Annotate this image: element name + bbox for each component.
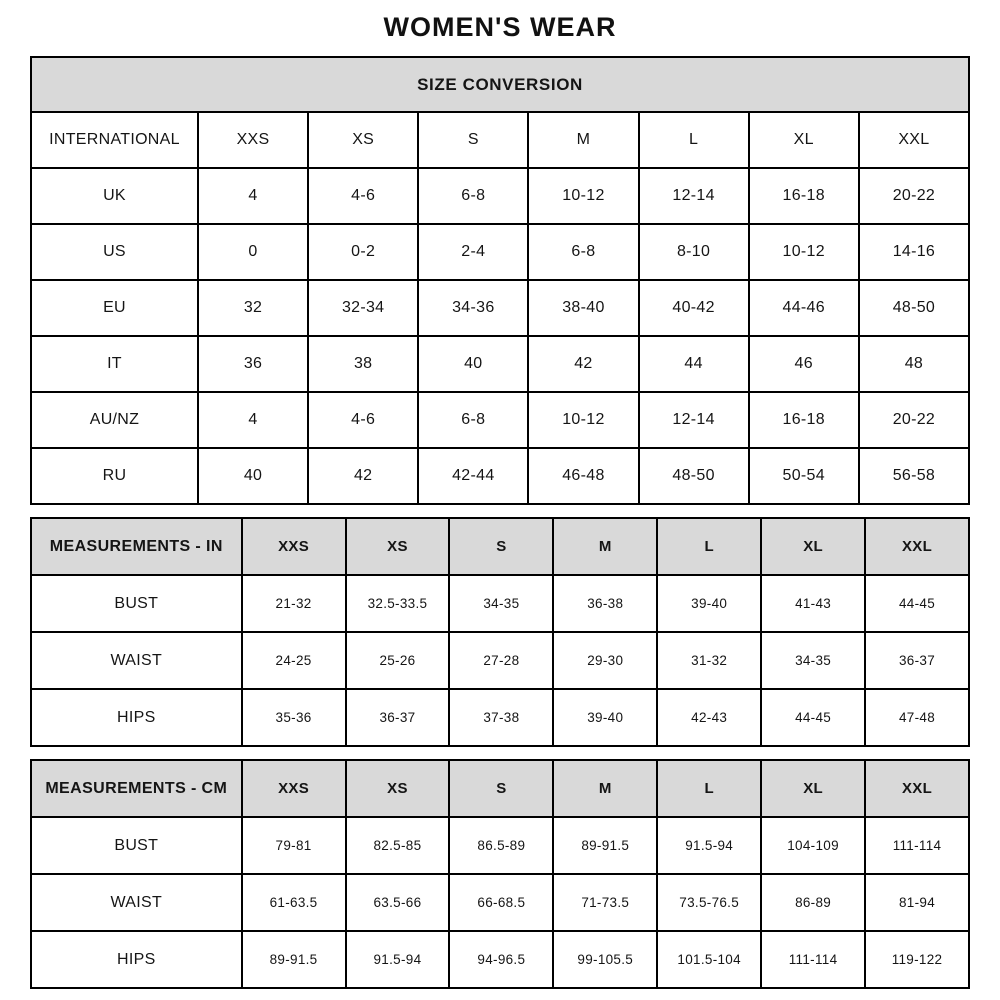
table-row [31,280,969,336]
value-cell: 44-46 [749,280,859,336]
value-cell: 86-89 [761,874,865,931]
value-cell: 86.5-89 [449,817,553,874]
value-cell: 40-42 [639,280,749,336]
measurements-in-header: MEASUREMENTS - IN [31,518,242,575]
value-cell: 42-43 [657,689,761,746]
column-header-xl: XL [761,760,865,817]
column-header-row [31,518,969,575]
column-header-xs: XS [346,518,450,575]
value-cell: 12-14 [639,168,749,224]
value-cell: 34-35 [449,575,553,632]
column-header-xxs: XXS [198,112,308,168]
value-cell: 47-48 [865,689,969,746]
value-cell: 44-45 [865,575,969,632]
value-cell: 73.5-76.5 [657,874,761,931]
row-label: AU/NZ [31,392,198,448]
value-cell: 89-91.5 [242,931,346,988]
column-header-xxl: XXL [865,760,969,817]
row-label: WAIST [31,874,242,931]
column-header-xl: XL [761,518,865,575]
value-cell: 48 [859,336,969,392]
row-label: IT [31,336,198,392]
value-cell: 31-32 [657,632,761,689]
value-cell: 32 [198,280,308,336]
value-cell: 12-14 [639,392,749,448]
value-cell: 81-94 [865,874,969,931]
table-row [31,817,969,874]
table-row [31,448,969,504]
table-title-row [31,57,969,112]
value-cell: 4-6 [308,168,418,224]
row-label: RU [31,448,198,504]
measurements-cm-table [30,759,970,989]
column-header-l: L [657,760,761,817]
column-header-xs: XS [346,760,450,817]
value-cell: 39-40 [553,689,657,746]
value-cell: 24-25 [242,632,346,689]
column-header-l: L [657,518,761,575]
value-cell: 38 [308,336,418,392]
table-row [31,336,969,392]
value-cell: 46 [749,336,859,392]
value-cell: 91.5-94 [346,931,450,988]
value-cell: 6-8 [528,224,638,280]
value-cell: 48-50 [639,448,749,504]
value-cell: 4-6 [308,392,418,448]
value-cell: 82.5-85 [346,817,450,874]
value-cell: 66-68.5 [449,874,553,931]
value-cell: 39-40 [657,575,761,632]
value-cell: 44-45 [761,689,865,746]
table-row [31,575,969,632]
value-cell: 0 [198,224,308,280]
column-header-xxl: XXL [859,112,969,168]
value-cell: 37-38 [449,689,553,746]
value-cell: 29-30 [553,632,657,689]
value-cell: 6-8 [418,168,528,224]
value-cell: 36 [198,336,308,392]
value-cell: 41-43 [761,575,865,632]
value-cell: 56-58 [859,448,969,504]
value-cell: 16-18 [749,168,859,224]
page-title: WOMEN'S WEAR [383,12,617,42]
value-cell: 94-96.5 [449,931,553,988]
value-cell: 0-2 [308,224,418,280]
value-cell: 42-44 [418,448,528,504]
value-cell: 38-40 [528,280,638,336]
value-cell: 40 [418,336,528,392]
value-cell: 111-114 [865,817,969,874]
column-header-m: M [553,518,657,575]
value-cell: 36-38 [553,575,657,632]
value-cell: 111-114 [761,931,865,988]
size-conversion-table [30,56,970,505]
value-cell: 48-50 [859,280,969,336]
table-row [31,689,969,746]
value-cell: 10-12 [528,392,638,448]
value-cell: 4 [198,392,308,448]
column-header-xxs: XXS [242,518,346,575]
value-cell: 35-36 [242,689,346,746]
value-cell: 36-37 [865,632,969,689]
column-header-row [31,112,969,168]
value-cell: 61-63.5 [242,874,346,931]
value-cell: 6-8 [418,392,528,448]
value-cell: 63.5-66 [346,874,450,931]
value-cell: 16-18 [749,392,859,448]
column-header-row [31,760,969,817]
value-cell: 89-91.5 [553,817,657,874]
value-cell: 2-4 [418,224,528,280]
value-cell: 34-35 [761,632,865,689]
value-cell: 14-16 [859,224,969,280]
value-cell: 27-28 [449,632,553,689]
value-cell: 50-54 [749,448,859,504]
row-label: UK [31,168,198,224]
column-header-s: S [449,760,553,817]
column-header-m: M [528,112,638,168]
value-cell: 10-12 [528,168,638,224]
table-row [31,168,969,224]
row-label: WAIST [31,632,242,689]
measurements-cm-header: MEASUREMENTS - CM [31,760,242,817]
row-label: US [31,224,198,280]
table-row [31,874,969,931]
table-row [31,224,969,280]
row-label: HIPS [31,931,242,988]
value-cell: 10-12 [749,224,859,280]
value-cell: 104-109 [761,817,865,874]
column-header-s: S [449,518,553,575]
column-header-m: M [553,760,657,817]
table-row [31,392,969,448]
value-cell: 32.5-33.5 [346,575,450,632]
value-cell: 71-73.5 [553,874,657,931]
value-cell: 25-26 [346,632,450,689]
value-cell: 42 [528,336,638,392]
value-cell: 101.5-104 [657,931,761,988]
value-cell: 34-36 [418,280,528,336]
value-cell: 20-22 [859,168,969,224]
value-cell: 40 [198,448,308,504]
value-cell: 36-37 [346,689,450,746]
column-header-xs: XS [308,112,418,168]
value-cell: 21-32 [242,575,346,632]
row-label: EU [31,280,198,336]
table-row [31,931,969,988]
value-cell: 8-10 [639,224,749,280]
value-cell: 4 [198,168,308,224]
table-row [31,632,969,689]
column-header-international: INTERNATIONAL [31,112,198,168]
value-cell: 99-105.5 [553,931,657,988]
column-header-xl: XL [749,112,859,168]
value-cell: 42 [308,448,418,504]
value-cell: 46-48 [528,448,638,504]
column-header-l: L [639,112,749,168]
row-label: HIPS [31,689,242,746]
value-cell: 32-34 [308,280,418,336]
measurements-in-table [30,517,970,747]
value-cell: 44 [639,336,749,392]
row-label: BUST [31,575,242,632]
value-cell: 79-81 [242,817,346,874]
value-cell: 91.5-94 [657,817,761,874]
column-header-xxs: XXS [242,760,346,817]
value-cell: 20-22 [859,392,969,448]
size-conversion-header: SIZE CONVERSION [31,57,969,112]
row-label: BUST [31,817,242,874]
value-cell: 119-122 [865,931,969,988]
column-header-s: S [418,112,528,168]
column-header-xxl: XXL [865,518,969,575]
